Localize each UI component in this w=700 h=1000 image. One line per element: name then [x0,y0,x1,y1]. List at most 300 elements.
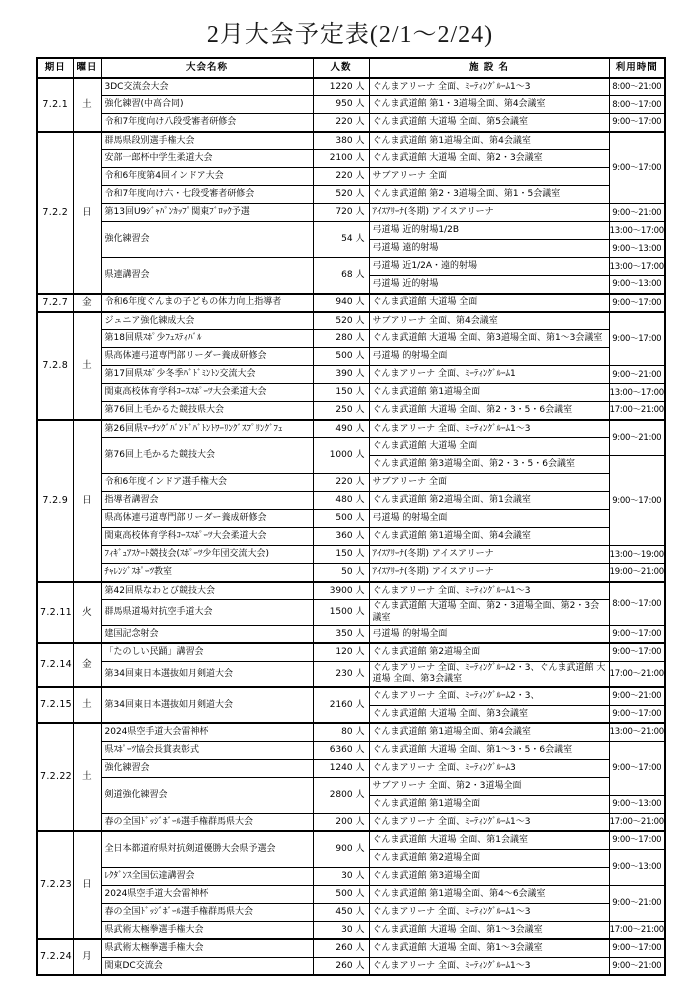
table-row [37,312,665,330]
attendance-cell [313,402,369,420]
facility-cell: ぐんまアリーナ 全面、ﾐｰﾃｨﾝｸﾞﾙｰﾑ1 [369,366,609,384]
time-cell: 9:00～21:00 [609,885,665,921]
time-cell: 9:00～17:00 [609,741,665,795]
attendance-cell [313,384,369,402]
attendance-cell [313,885,369,903]
attendance-unit: 人 [355,699,365,710]
facility-cell: ぐんま武道館 第1道場全面、第4会議室 [369,723,609,741]
weekday-cell: 土 [73,723,101,831]
attendance-cell [313,222,369,258]
attendance-value: 30 [341,924,353,935]
attendance-cell [313,564,369,582]
facility-cell: ぐんまアリーナ 全面、ﾐｰﾃｨﾝｸﾞﾙｰﾑ1～3 [369,903,609,921]
attendance-unit: 人 [355,607,365,617]
header-cell-facility: 施 設 名 [369,58,609,78]
attendance-unit: 人 [355,531,365,542]
attendance-cell [313,957,369,975]
facility-cell: ぐんま武道館 大道場 全面、第1～3・5・6会議室 [369,741,609,759]
attendance-unit: 人 [355,189,365,200]
attendance-value: 720 [335,207,353,218]
table-row [37,114,665,132]
date-cell: 7.2.15 [37,687,73,723]
date-cell: 7.2.22 [37,723,73,831]
event-name-cell: 第13回U9ｼﾞｬﾊﾟﾝｶｯﾌﾟ関東ﾌﾞﾛｯｸ予選 [101,204,313,222]
facility-cell: ぐんま武道館 大道場 全面、第2・3会議室 [369,150,609,168]
attendance-value: 220 [335,171,353,182]
time-cell: 19:00～21:00 [609,564,665,582]
table-row [37,957,665,975]
facility-cell: ぐんま武道館 第2・3道場全面、第1・5会議室 [369,186,609,204]
table-row [37,186,665,204]
attendance-value: 2800 [329,789,353,800]
event-name-cell: 県ｽﾎﾟｰﾂ協会長賞表彰式 [101,741,313,759]
table-row [37,564,665,582]
attendance-cell [313,330,369,348]
attendance-unit: 人 [355,423,365,434]
facility-cell: ｱｲｽｱﾘｰﾅ(冬期) アイスアリーナ [369,204,609,222]
date-cell: 7.2.8 [37,312,73,420]
event-name-cell: 建国記念射会 [101,625,313,643]
event-name-cell: ﾚｸﾀﾞﾝｽ全国伝達講習会 [101,867,313,885]
facility-cell: 弓道場 的射場全面 [369,348,609,366]
date-cell: 7.2.9 [37,420,73,582]
attendance-cell [313,831,369,867]
time-cell: 9:00～21:00 [609,366,665,384]
weekday-cell: 火 [73,582,101,644]
facility-cell: 弓道場 近的射場1/2B [369,222,609,240]
attendance-unit: 人 [355,351,365,362]
attendance-cell [313,78,369,96]
time-cell: 9:00～21:00 [609,687,665,705]
table-row [37,222,665,240]
attendance-unit: 人 [355,234,365,245]
event-name-cell: 「たのしい民踊」講習会 [101,643,313,661]
attendance-cell [313,348,369,366]
event-name-cell: 第18回県ｽﾎﾟ少ﾌｪｽﾃｨﾊﾞﾙ [101,330,313,348]
event-name-cell: ﾁｬﾚﾝｼﾞｽﾎﾟｰﾂ教室 [101,564,313,582]
table-row [37,438,665,456]
time-cell: 9:00～13:00 [609,849,665,885]
attendance-value: 250 [335,405,353,415]
time-cell: 17:00～21:00 [609,921,665,939]
event-name-cell: 2024県空手道大会雷神杯 [101,885,313,903]
weekday-cell: 土 [73,687,101,723]
attendance-unit: 人 [355,117,365,127]
attendance-cell [313,723,369,741]
attendance-cell [313,687,369,723]
attendance-unit: 人 [355,477,365,488]
table-row [37,661,665,687]
facility-cell: ｱｲｽｱﾘｰﾅ(冬期) アイスアリーナ [369,546,609,564]
event-name-cell: 関東DC交流会 [101,957,313,975]
event-name-cell: 県高体連弓道専門部リーダー養成研修会 [101,348,313,366]
attendance-unit: 人 [355,960,365,971]
facility-cell: サブアリーナ 全面 [369,168,609,186]
table-row [37,831,665,849]
attendance-value: 150 [335,549,353,560]
attendance-unit: 人 [355,405,365,415]
date-cell: 7.2.24 [37,939,73,975]
attendance-value: 260 [335,960,353,971]
attendance-unit: 人 [355,369,365,380]
table-row [37,600,665,626]
facility-cell: ぐんまアリーナ 全面、ﾐｰﾃｨﾝｸﾞﾙｰﾑ2・3、 [369,687,609,705]
time-cell: 8:00～21:00 [609,78,665,96]
attendance-unit: 人 [355,495,365,506]
event-name-cell: ﾌｨｷﾞｭｱｽｹｰﾄ競技会(ｽﾎﾟｰﾂ少年団交流大会) [101,546,313,564]
attendance-cell [313,474,369,492]
table-row [37,813,665,831]
weekday-cell: 金 [73,643,101,687]
time-cell: 9:00～17:00 [609,114,665,132]
date-cell: 7.2.7 [37,294,73,312]
attendance-unit: 人 [355,450,365,461]
facility-cell: ぐんま武道館 第1・3道場全面、第4会議室 [369,96,609,114]
date-cell: 7.2.2 [37,132,73,294]
attendance-value: 950 [335,99,353,110]
facility-cell: ぐんま武道館 大道場 全面、第2・3・5・6会議室 [369,402,609,420]
event-name-cell: 強化練習会 [101,222,313,258]
header-cell-people: 人数 [313,58,369,78]
attendance-unit: 人 [355,387,365,398]
attendance-value: 360 [335,531,353,542]
table-row [37,384,665,402]
event-name-cell: 令和6年度ぐんまの子どもの体力向上指導者 [101,294,313,312]
attendance-cell [313,492,369,510]
attendance-unit: 人 [355,99,365,110]
event-name-cell: 群馬県道場対抗空手道大会 [101,600,313,626]
time-cell: 13:00～17:00 [609,384,665,402]
table-row [37,402,665,420]
attendance-unit: 人 [355,924,365,935]
attendance-unit: 人 [355,315,365,326]
facility-cell: ぐんま武道館 大道場 全面、第3道場全面、第1～3会議室 [369,330,609,348]
facility-cell: ぐんま武道館 第2道場全面、第1会議室 [369,492,609,510]
table-body [37,78,665,976]
facility-cell: ぐんま武道館 第1道場全面 [369,384,609,402]
event-name-cell: 令和6年度第4回インドア大会 [101,168,313,186]
attendance-unit: 人 [355,906,365,917]
header-row [37,58,665,78]
attendance-cell [313,813,369,831]
event-name-cell: 第34回東日本選抜如月剣道大会 [101,687,313,723]
event-name-cell: 安部一郎杯中学生柔道大会 [101,150,313,168]
attendance-value: 260 [335,943,353,953]
attendance-unit: 人 [355,153,365,164]
attendance-cell [313,168,369,186]
attendance-cell [313,600,369,626]
attendance-unit: 人 [355,333,365,344]
table-row [37,687,665,705]
facility-cell: ぐんま武道館 大道場 全面、第1～3会議室 [369,939,609,957]
attendance-value: 940 [335,297,353,308]
attendance-value: 1220 [329,81,353,92]
schedule-table [36,57,666,976]
event-name-cell: 第42回県なわとび競技大会 [101,582,313,600]
attendance-cell [313,939,369,957]
time-cell: 9:00～17:00 [609,456,665,546]
table-row [37,258,665,276]
attendance-unit: 人 [355,270,365,280]
attendance-unit: 人 [355,297,365,308]
attendance-unit: 人 [355,585,365,596]
attendance-unit: 人 [355,628,365,639]
facility-cell: ぐんま武道館 第2道場全面 [369,849,609,867]
time-cell: 9:00～17:00 [609,705,665,723]
attendance-value: 1000 [329,450,353,461]
table-row [37,867,665,885]
event-name-cell: 強化練習会 [101,759,313,777]
event-name-cell: 第76回上毛かるた競技県大会 [101,402,313,420]
attendance-cell [313,582,369,600]
event-name-cell: 3DC交流会大会 [101,78,313,96]
attendance-value: 380 [335,135,353,146]
event-name-cell: 令和6年度インドア選手権大会 [101,474,313,492]
header-cell-time: 利用時間 [609,58,665,78]
event-name-cell: 関東高校体育学科ｺｰｽｽﾎﾟｰﾂ大会柔道大会 [101,528,313,546]
facility-cell: ぐんま武道館 第3道場全面 [369,867,609,885]
page-title: 2月大会予定表(2/1～2/24) [206,22,494,48]
facility-cell: ぐんま武道館 第2道場全面 [369,643,609,661]
weekday-cell: 日 [73,132,101,294]
event-name-cell: 第76回上毛かるた競技大会 [101,438,313,474]
facility-cell: 弓道場 的射場全面 [369,510,609,528]
facility-cell: ぐんまアリーナ 全面、ﾐｰﾃｨﾝｸﾞﾙｰﾑ1～3 [369,813,609,831]
facility-cell: ぐんま武道館 大道場 全面 [369,438,609,456]
table-row [37,741,665,759]
header-cell-date: 期日 [37,58,73,78]
table-row [37,582,665,600]
event-name-cell: 指導者講習会 [101,492,313,510]
facility-cell: ぐんま武道館 大道場 全面、第3会議室 [369,705,609,723]
attendance-cell [313,777,369,813]
attendance-cell [313,114,369,132]
attendance-unit: 人 [355,207,365,218]
attendance-value: 450 [335,906,353,917]
event-name-cell: 群馬県段別選手権大会 [101,132,313,150]
event-name-cell: 第26回県ﾏｰﾁﾝｸﾞﾊﾞﾝﾄﾞﾊﾞﾄﾝﾄﾜｰﾘﾝｸﾞｽﾌﾟﾘﾝｸﾞﾌｪ [101,420,313,438]
time-cell: 9:00～13:00 [609,276,665,294]
time-cell: 13:00～21:00 [609,723,665,741]
time-cell: 9:00～17:00 [609,939,665,957]
attendance-unit: 人 [355,844,365,854]
attendance-cell [313,625,369,643]
weekday-cell: 金 [73,294,101,312]
attendance-value: 6360 [329,744,353,755]
attendance-unit: 人 [355,549,365,560]
attendance-cell [313,546,369,564]
attendance-cell [313,921,369,939]
attendance-value: 1240 [329,762,353,773]
table-row [37,759,665,777]
facility-cell: ぐんまアリーナ 全面、ﾐｰﾃｨﾝｸﾞﾙｰﾑ1～3 [369,957,609,975]
attendance-unit: 人 [355,171,365,182]
attendance-value: 480 [335,495,353,506]
attendance-cell [313,438,369,474]
attendance-cell [313,903,369,921]
table-row [37,723,665,741]
facility-cell: 弓道場 遠的射場 [369,240,609,258]
facility-cell: ぐんまアリーナ 全面、ﾐｰﾃｨﾝｸﾞﾙｰﾑ1～3 [369,420,609,438]
facility-cell: ぐんま武道館 大道場 全面、第2・3道場全面、第2・3会議室 [369,600,609,626]
header-cell-weekday: 曜日 [73,58,101,78]
time-cell: 9:00～17:00 [609,312,665,366]
table-row [37,96,665,114]
table-row [37,777,665,795]
date-cell: 7.2.14 [37,643,73,687]
attendance-value: 490 [335,423,353,434]
attendance-cell [313,132,369,150]
attendance-unit: 人 [355,744,365,755]
attendance-value: 520 [335,315,353,326]
facility-cell: ぐんま武道館 第1道場全面、第4会議室 [369,528,609,546]
time-cell: 8:00～17:00 [609,582,665,626]
attendance-cell [313,528,369,546]
facility-cell: サブアリーナ 全面、第2・3道場全面 [369,777,609,795]
event-name-cell: 県連講習会 [101,258,313,294]
table-row [37,132,665,150]
facility-cell: ぐんま武道館 第1道場全面、第4～6会議室 [369,885,609,903]
attendance-cell [313,312,369,330]
attendance-unit: 人 [355,513,365,524]
attendance-cell [313,258,369,294]
time-cell: 9:00～21:00 [609,204,665,222]
table-row [37,330,665,348]
attendance-unit: 人 [355,567,365,577]
table-row [37,643,665,661]
attendance-unit: 人 [355,888,365,899]
table-row [37,474,665,492]
attendance-value: 2100 [329,153,353,164]
attendance-unit: 人 [355,943,365,953]
attendance-cell [313,294,369,312]
table-row [37,150,665,168]
event-name-cell: 春の全国ﾄﾞｯｼﾞﾎﾞｰﾙ選手権群馬県大会 [101,813,313,831]
event-name-cell: 強化練習(中高合同) [101,96,313,114]
attendance-unit: 人 [355,727,365,737]
time-cell: 17:00～21:00 [609,661,665,687]
attendance-cell [313,867,369,885]
table-row [37,294,665,312]
attendance-unit: 人 [355,135,365,146]
date-cell: 7.2.1 [37,78,73,132]
facility-cell: ぐんまアリーナ 全面、ﾐｰﾃｨﾝｸﾞﾙｰﾑ2・3、ぐんま武道館 大道場 全面、第3会議室 [369,661,609,687]
attendance-value: 30 [341,870,353,881]
time-cell: 8:00～17:00 [609,96,665,114]
event-name-cell: 令和7年度向け八段受審者研修会 [101,114,313,132]
attendance-value: 390 [335,369,353,380]
attendance-cell [313,741,369,759]
time-cell: 13:00～17:00 [609,222,665,240]
event-name-cell: 県高体連弓道専門部リーダー養成研修会 [101,510,313,528]
attendance-unit: 人 [355,647,365,657]
table-row [37,528,665,546]
attendance-unit: 人 [355,762,365,773]
table-row [37,204,665,222]
table-header [37,58,665,78]
facility-cell: サブアリーナ 全面 [369,474,609,492]
table-row [37,366,665,384]
time-cell: 9:00～17:00 [609,294,665,312]
attendance-value: 50 [341,567,353,577]
table-row [37,921,665,939]
table-row [37,939,665,957]
table-row [37,625,665,643]
attendance-cell [313,643,369,661]
facility-cell: ぐんま武道館 大道場 全面、第1～3会議室 [369,921,609,939]
time-cell: 9:00～17:00 [609,831,665,849]
weekday-cell: 日 [73,420,101,582]
table-row [37,885,665,903]
attendance-value: 80 [341,727,353,737]
time-cell: 17:00～21:00 [609,813,665,831]
attendance-unit: 人 [355,816,365,827]
attendance-cell [313,150,369,168]
facility-cell: ぐんまアリーナ 全面、ﾐｰﾃｨﾝｸﾞﾙｰﾑ3 [369,759,609,777]
attendance-unit: 人 [355,81,365,92]
date-cell: 7.2.11 [37,582,73,644]
weekday-cell: 土 [73,312,101,420]
time-cell: 13:00～17:00 [609,258,665,276]
facility-cell: ぐんま武道館 大道場 全面、第5会議室 [369,114,609,132]
attendance-value: 350 [335,628,353,639]
attendance-cell [313,661,369,687]
table-row [37,78,665,96]
time-cell: 9:00～17:00 [609,643,665,661]
attendance-value: 3900 [329,585,353,596]
attendance-cell [313,420,369,438]
date-cell: 7.2.23 [37,831,73,939]
facility-cell: サブアリーナ 全面、第4会議室 [369,312,609,330]
attendance-value: 120 [335,647,353,657]
facility-cell: 弓道場 近1/2A・遠的射場 [369,258,609,276]
weekday-cell: 月 [73,939,101,975]
event-name-cell: 第34回東日本選抜如月剣道大会 [101,661,313,687]
event-name-cell: 2024県空手道大会雷神杯 [101,723,313,741]
table-row [37,348,665,366]
time-cell: 9:00～21:00 [609,957,665,975]
table-row [37,546,665,564]
attendance-cell [313,96,369,114]
attendance-unit: 人 [355,668,365,679]
attendance-value: 1500 [329,607,353,617]
event-name-cell: ジュニア強化練成大会 [101,312,313,330]
time-cell: 9:00～17:00 [609,625,665,643]
attendance-value: 200 [335,816,353,827]
attendance-value: 220 [335,477,353,488]
table-row [37,168,665,186]
attendance-unit: 人 [355,789,365,800]
weekday-cell: 土 [73,78,101,132]
weekday-cell: 日 [73,831,101,939]
attendance-cell [313,510,369,528]
attendance-value: 220 [335,117,353,127]
attendance-cell [313,366,369,384]
facility-cell: ぐんま武道館 大道場 全面 [369,294,609,312]
event-name-cell: 剣道強化練習会 [101,777,313,813]
attendance-unit: 人 [355,870,365,881]
time-cell: 9:00～17:00 [609,132,665,204]
attendance-value: 500 [335,351,353,362]
facility-cell: ぐんま武道館 大道場 全面、第1会議室 [369,831,609,849]
event-name-cell: 県武術太極拳選手権大会 [101,921,313,939]
table-row [37,903,665,921]
attendance-cell [313,759,369,777]
event-name-cell: 令和7年度向け六・七段受審者研修会 [101,186,313,204]
table-row [37,420,665,438]
attendance-value: 2160 [329,699,353,710]
facility-cell: ぐんま武道館 第1道場全面 [369,795,609,813]
